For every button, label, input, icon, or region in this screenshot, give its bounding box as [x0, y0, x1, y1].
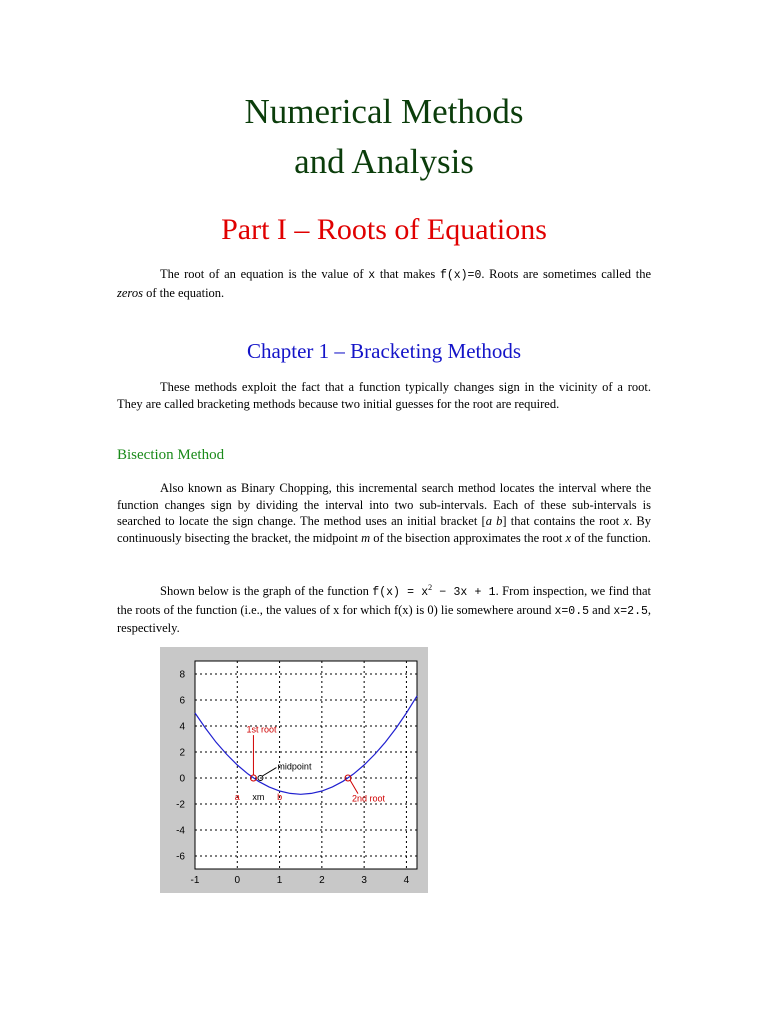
document-title-line2: and Analysis — [294, 142, 474, 181]
x-tick-label: 1 — [276, 875, 283, 886]
root2-label: 2nd root — [351, 793, 386, 804]
section-heading: Bisection Method — [117, 447, 225, 463]
x-tick-label: 2 — [319, 875, 325, 886]
plot-svg — [160, 647, 428, 893]
x-tick-label: 3 — [361, 875, 367, 886]
a-label: a — [234, 792, 240, 803]
midpoint-label: midpoint — [277, 761, 312, 772]
y-tick-label: 4 — [179, 721, 185, 733]
y-tick-label: -2 — [176, 799, 185, 811]
y-tick-label: -4 — [176, 825, 185, 837]
xm-label: xm — [252, 792, 265, 803]
part-heading: Part I – Roots of Equations — [221, 213, 547, 246]
root1-label: 1st root — [246, 724, 277, 735]
y-tick-label: 0 — [179, 773, 185, 785]
x-tick-label: 4 — [403, 875, 410, 886]
function-plot — [160, 647, 428, 893]
chapter-paragraph: These methods exploit the fact that a function typically changes sign in the vicinity of a root. They are called bracketing methods because two initial guesses for the root are required. — [117, 380, 651, 411]
intro-paragraph: The root of an equation is the value of x that makes f(x)=0. Roots are sometimes called the zeros of the equation. — [117, 267, 652, 300]
x-tick-label: 0 — [234, 875, 241, 886]
y-tick-label: -6 — [176, 851, 185, 863]
chapter-heading: Chapter 1 – Bracketing Methods — [246, 339, 522, 363]
b-label: b — [277, 792, 283, 803]
y-tick-label: 2 — [179, 747, 185, 759]
x-tick-label: -1 — [190, 875, 200, 886]
y-tick-label: 6 — [179, 695, 185, 707]
document-title-line1: Numerical Methods — [244, 92, 524, 131]
y-tick-label: 8 — [179, 669, 185, 681]
graph-paragraph: Shown below is the graph of the function $f(x) = x^2 - 3x + 1$. From inspection, we find that the roots of the function (i.e., the values of x for which f(x) is 0) lie somewhere around x=0.5 and x=2.5, respectively. — [117, 583, 651, 636]
bisection-paragraph: Also known as Binary Chopping, this incremental search method locates the interval where the function changes sign by dividing the interval into two sub-intervals. Each of these sub-intervals is searched to locate the sign change. The method uses an initial bracket [a b] that contains the root x. By continuously bisecting the bracket, the midpoint m of the bisection approximates the root x of the function. — [117, 481, 651, 545]
